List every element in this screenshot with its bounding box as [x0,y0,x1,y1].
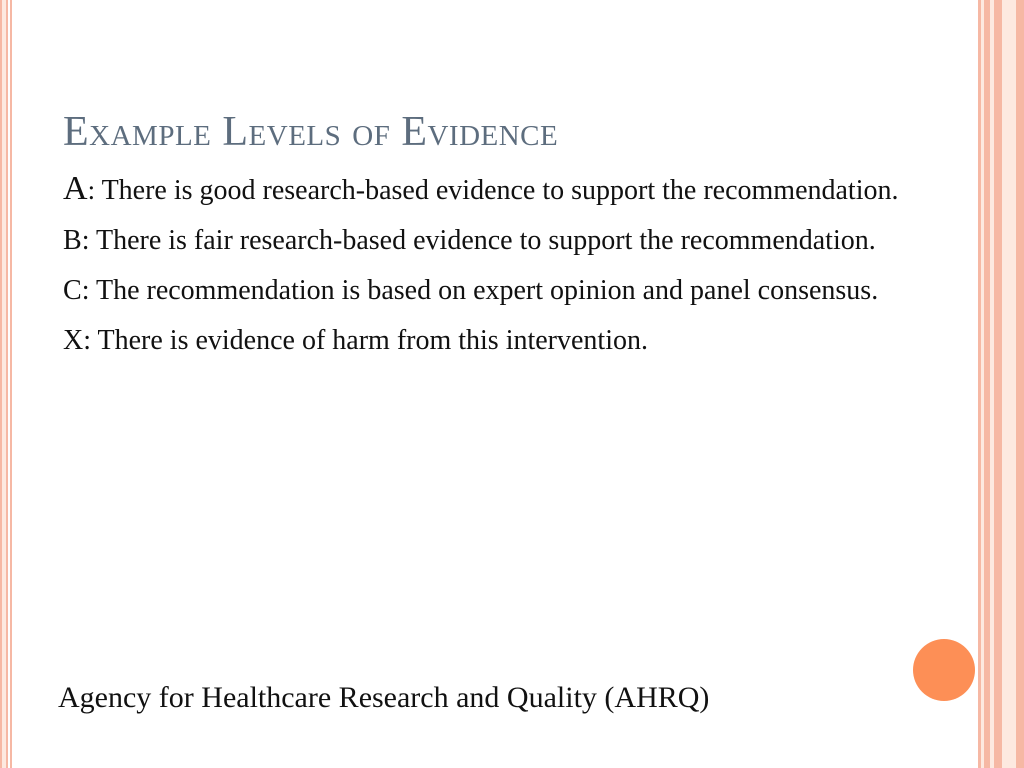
slide-title: Example Levels of Evidence [63,109,559,155]
level-separator: : [83,325,92,356]
left-border-decoration [0,0,8,768]
level-separator: : [87,175,96,205]
level-description: There is fair research-based evidence to support the recommendation. [89,225,876,256]
left-border-line [10,0,12,768]
level-letter: X [63,325,84,356]
level-separator: : [81,225,90,256]
evidence-levels-list [63,168,958,370]
level-description: The recommendation is based on expert opinion and panel consensus. [89,275,879,306]
level-description: There is good research-based evidence to support the recommendation. [95,175,899,206]
level-description: There is evidence of harm from this intervention. [91,325,648,356]
level-letter: C [63,275,82,306]
evidence-level-x [63,320,958,362]
level-letter: A [63,170,88,207]
level-letter: B [63,225,82,256]
right-border-decoration [978,0,1024,768]
evidence-level-c [63,270,958,312]
source-footer: Agency for Healthcare Research and Quality (AHRQ) [58,681,710,714]
evidence-level-b [63,220,958,262]
level-separator: : [81,275,90,306]
accent-circle [913,639,975,701]
evidence-level-a [63,168,958,212]
